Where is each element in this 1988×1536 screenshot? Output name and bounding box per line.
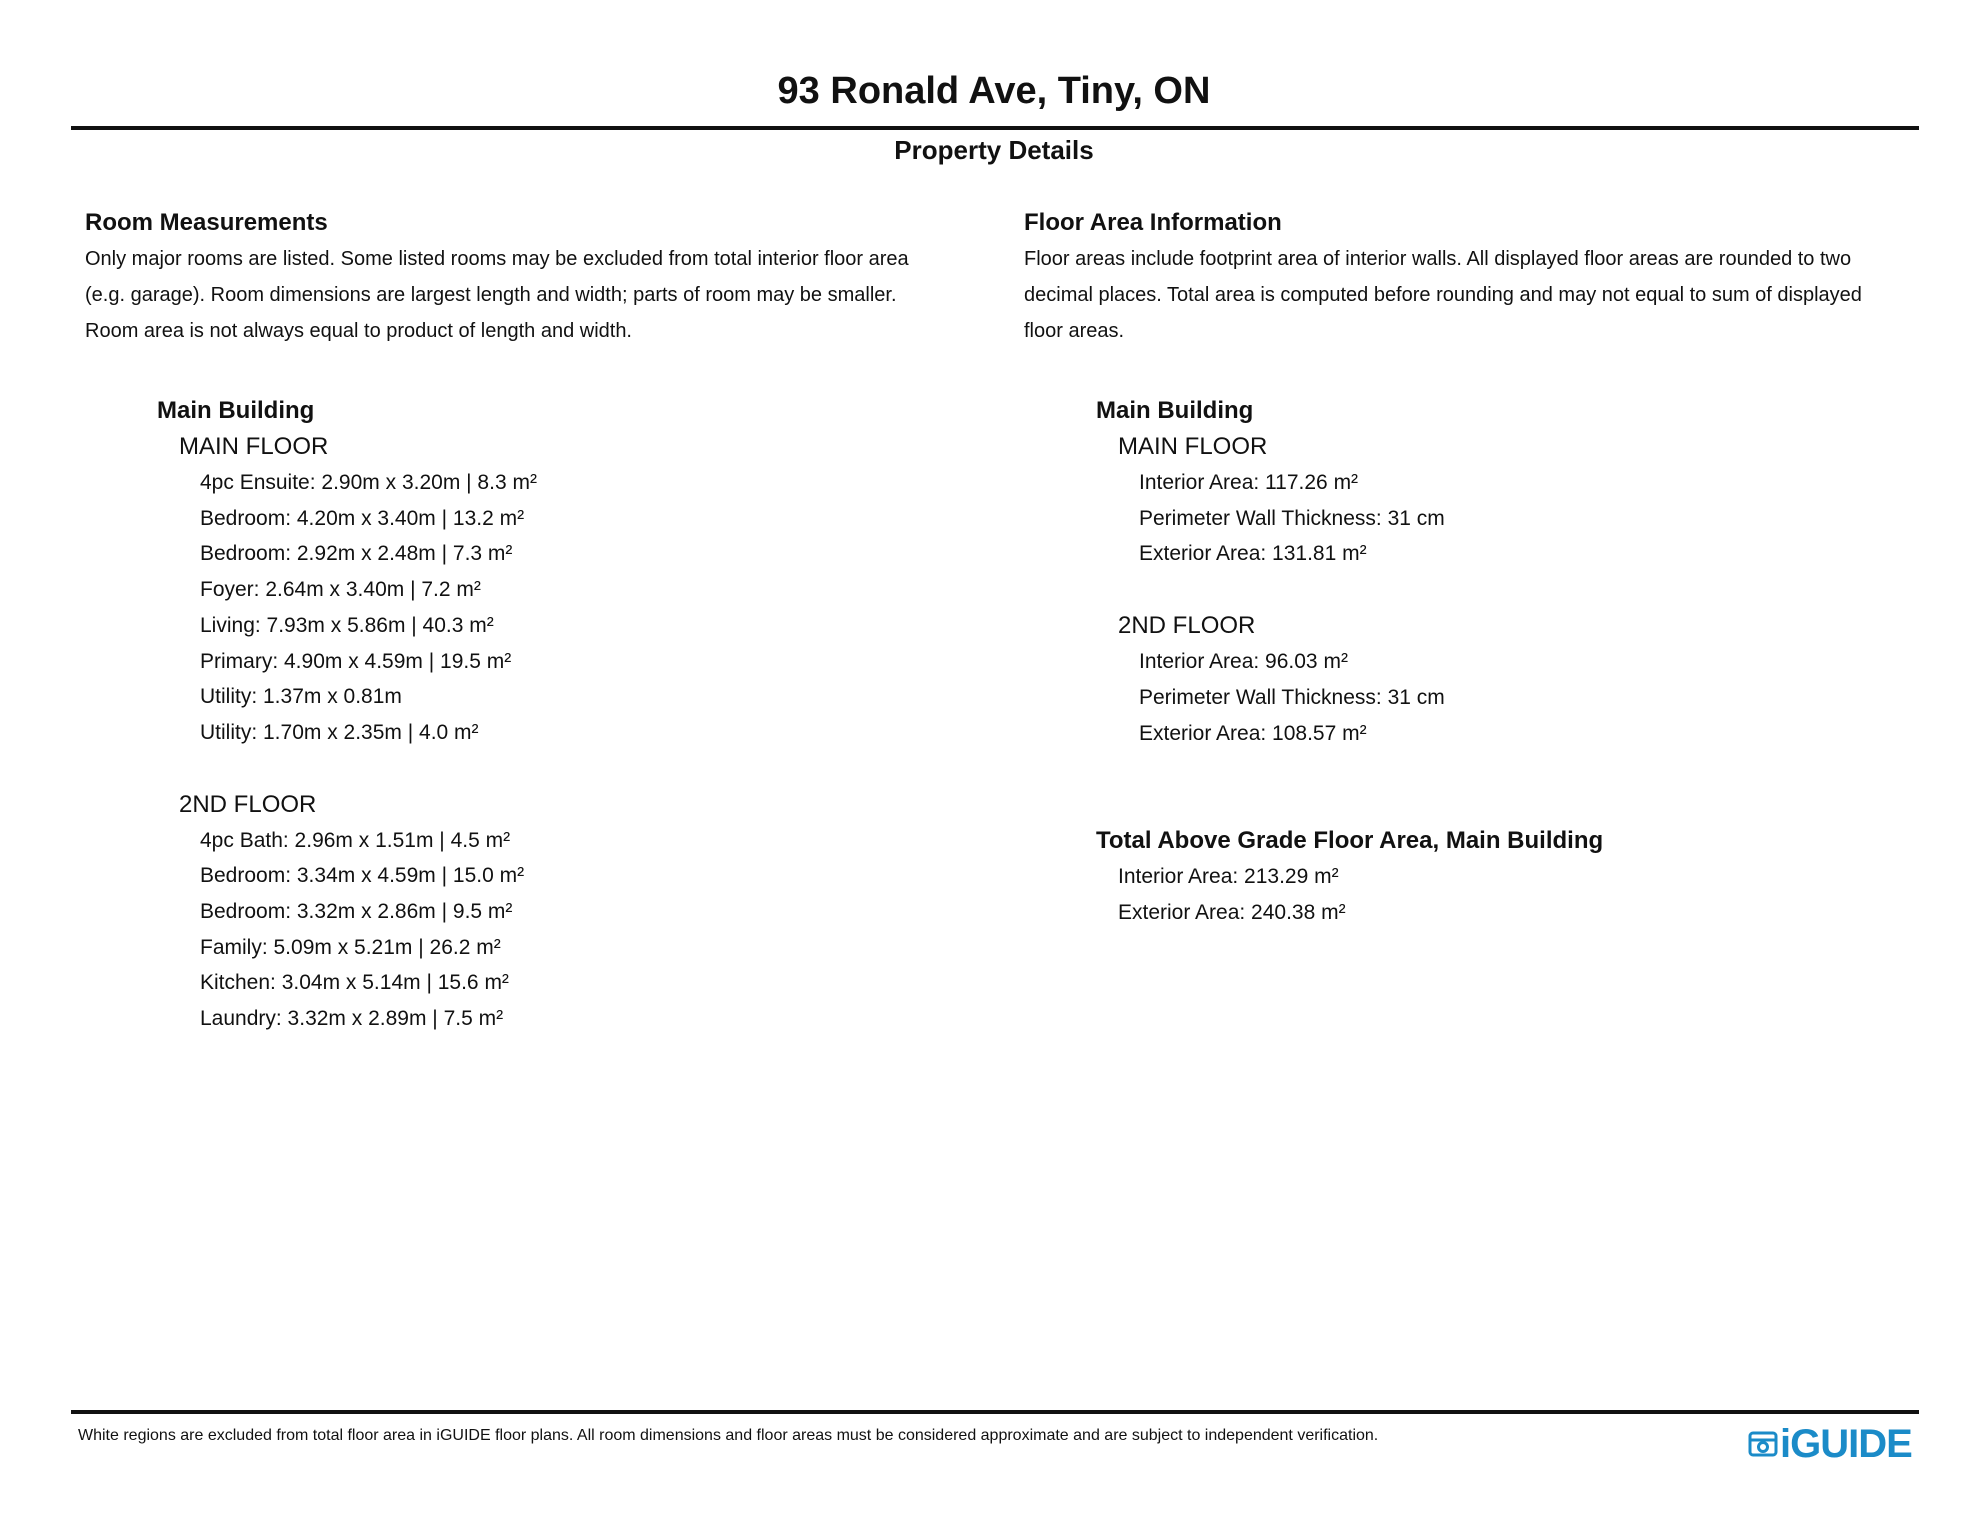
area-entry: Exterior Area: 131.81 m²: [1139, 542, 1367, 566]
room-entry: Utility: 1.70m x 2.35m | 4.0 m²: [200, 720, 479, 744]
area-floor-title: MAIN FLOOR: [1118, 433, 1268, 460]
area-list: [1118, 644, 1934, 751]
iguide-camera-icon: [1748, 1429, 1778, 1459]
room-entry: Bedroom: 4.20m x 3.40m | 13.2 m²: [200, 506, 525, 530]
room-entry: 4pc Ensuite: 2.90m x 3.20m | 8.3 m²: [200, 471, 537, 494]
room-list: [179, 465, 985, 751]
total-area-list: [1096, 859, 1934, 930]
area-building-block: [1024, 393, 1934, 751]
room-floor-title: MAIN FLOOR: [179, 433, 329, 460]
area-floor-title: 2ND FLOOR: [1118, 612, 1256, 640]
footer-disclaimer: White regions are excluded from total floor area in iGUIDE floor plans. All room dimensions and floor areas must be considered approximate and are subject to independent verification.: [78, 1427, 1379, 1444]
room-entry: Kitchen: 3.04m x 5.14m | 15.6 m²: [200, 971, 509, 995]
room-floor-main: [157, 429, 985, 751]
area-entry: Interior Area: 96.03 m²: [1139, 650, 1348, 674]
room-list: [179, 823, 985, 1037]
room-entry: Utility: 1.37m x 0.81m: [200, 685, 402, 709]
room-floor-second: [157, 787, 985, 1037]
room-building-block: [85, 393, 985, 1037]
floor-area-intro-line: floor areas.: [1024, 320, 1125, 342]
room-entry: Foyer: 2.64m x 3.40m | 7.2 m²: [200, 578, 481, 602]
room-measurements-intro-line: (e.g. garage). Room dimensions are largest length and width; parts of room may be smaller.: [85, 284, 897, 306]
room-entry: Bedroom: 3.32m x 2.86m | 9.5 m²: [200, 900, 513, 924]
total-area-entry: Interior Area: 213.29 m²: [1118, 865, 1339, 889]
floor-area-intro-line: Floor areas include footprint area of interior walls. All displayed floor areas are rounded to two: [1024, 248, 1852, 270]
iguide-logo: [1748, 1422, 1912, 1466]
room-entry: Family: 5.09m x 5.21m | 26.2 m²: [200, 935, 501, 959]
room-measurements-section: [85, 205, 985, 1037]
area-entry: Exterior Area: 108.57 m²: [1139, 721, 1367, 745]
logo-text: iGUIDE: [1780, 1422, 1912, 1466]
floor-area-title: Floor Area Information: [1024, 209, 1282, 236]
floor-area-intro-line: decimal places. Total area is computed before rounding and may not equal to sum of displayed: [1024, 284, 1862, 306]
room-measurements-title: Room Measurements: [85, 209, 328, 236]
footer-rule: [71, 1410, 1919, 1414]
room-measurements-intro-line: Room area is not always equal to product of length and width.: [85, 320, 632, 342]
room-floor-title: 2ND FLOOR: [179, 790, 317, 818]
area-list: [1118, 465, 1934, 572]
room-entry: 4pc Bath: 2.96m x 1.51m | 4.5 m²: [200, 828, 511, 852]
room-entry: Laundry: 3.32m x 2.89m | 7.5 m²: [200, 1007, 504, 1031]
page-title: 93 Ronald Ave, Tiny, ON: [777, 70, 1211, 112]
total-area-block: [1024, 823, 1934, 930]
page-subtitle: Property Details: [894, 135, 1094, 165]
total-area-title: Total Above Grade Floor Area, Main Building: [1096, 827, 1604, 855]
room-measurements-intro-line: Only major rooms are listed. Some listed rooms may be excluded from total interior floor area: [85, 248, 909, 270]
area-entry: Interior Area: 117.26 m²: [1139, 471, 1359, 494]
room-entry: Living: 7.93m x 5.86m | 40.3 m²: [200, 613, 494, 637]
header-rule: [71, 126, 1919, 130]
floor-area-section: [1024, 205, 1934, 931]
area-entry: Perimeter Wall Thickness: 31 cm: [1139, 506, 1445, 530]
area-floor-main: [1096, 429, 1934, 572]
area-building-title: Main Building: [1096, 397, 1254, 424]
room-entry: Bedroom: 3.34m x 4.59m | 15.0 m²: [200, 864, 525, 888]
room-building-title: Main Building: [157, 397, 315, 424]
area-floor-second: [1096, 608, 1934, 751]
room-entry: Primary: 4.90m x 4.59m | 19.5 m²: [200, 649, 512, 673]
area-entry: Perimeter Wall Thickness: 31 cm: [1139, 685, 1445, 709]
room-entry: Bedroom: 2.92m x 2.48m | 7.3 m²: [200, 542, 513, 566]
total-area-entry: Exterior Area: 240.38 m²: [1118, 900, 1346, 924]
